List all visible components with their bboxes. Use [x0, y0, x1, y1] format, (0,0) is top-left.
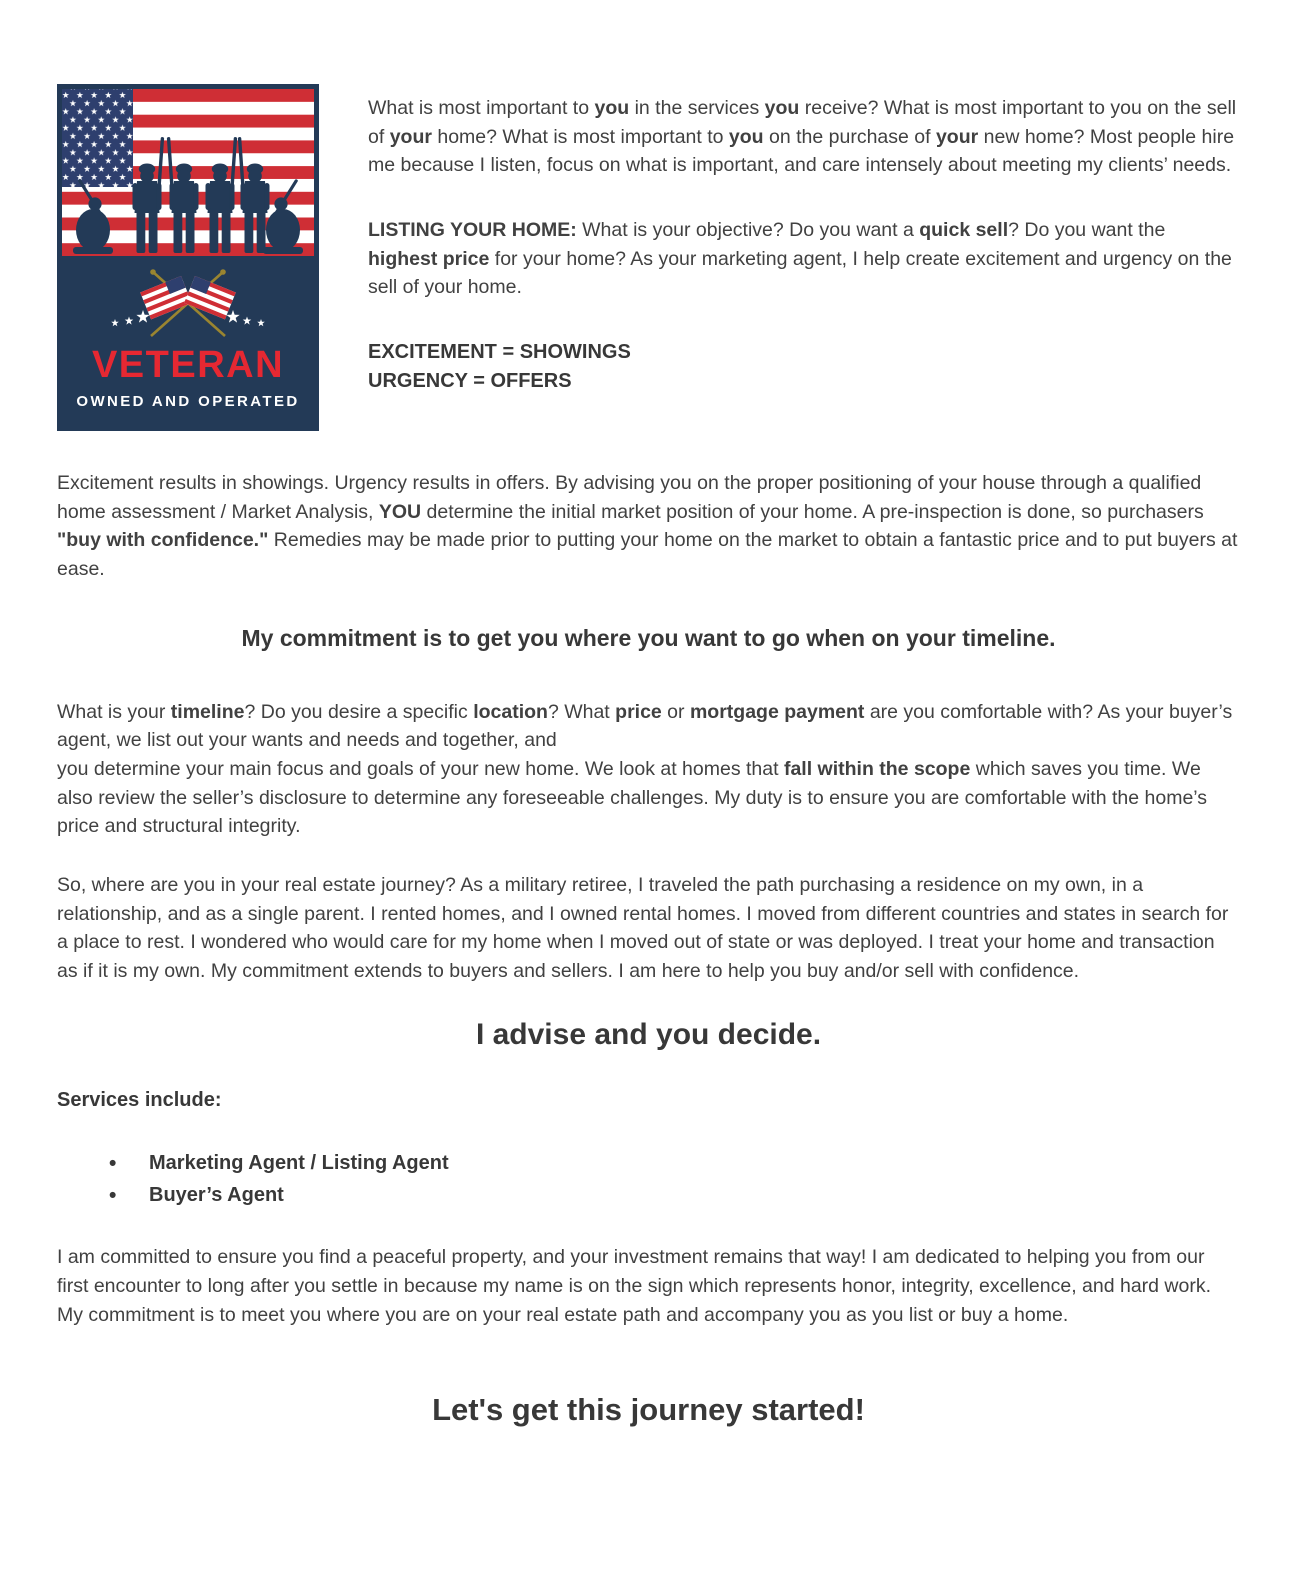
list-item: • Buyer’s Agent [109, 1180, 1240, 1212]
timeline-paragraph: What is your timeline? Do you desire a specific location? What price or mortgage payment are you comfortable with? As your buyer’s agent, we list out your wants and needs and together, and you determine your main focus and goals of your new home. We look at homes that fall within the scope which saves you time. We also review the seller’s disclosure to determine any foreseeable challenges. My duty is to ensure you are comfortable with the home’s price and structural integrity. [57, 700, 1233, 838]
veteran-badge-image [57, 84, 319, 431]
services-list [57, 1148, 1240, 1211]
list-item: • Marketing Agent / Listing Agent [109, 1148, 1240, 1180]
intro-paragraph: What is most important to you in the services you receive? What is most important to you on the sell of your home? What is most important to you on the purchase of your new home? Most people hire me because I listen, focus on what is important, and care intensely about meeting my clients’ needs. [368, 97, 1237, 177]
equations-block [368, 338, 1240, 396]
journey-paragraph: So, where are you in your real estate journey? As a military retiree, I traveled the path purchasing a residence on my own, in a relationship, and as a single parent. I rented homes, and I owned rental homes. I moved from different countries and states in search for a place to rest. I wondered who would care for my home when I moved out of state or was deployed. I treat your home and transaction as if it is my own. My commitment extends to buyers and sellers. I am here to help you buy and/or sell with confidence. [57, 874, 1229, 983]
positioning-paragraph: Excitement results in showings. Urgency results in offers. By advising you on the proper positioning of your house through a qualified home assessment / Market Analysis, YOU determine the initial market position of your home. A pre-inspection is done, so purchasers "buy with confidence." Remedies may be made prior to putting your home on the market to obtain a fantastic price and to put buyers at ease. [57, 472, 1238, 580]
veteran-badge-graphic [57, 84, 319, 431]
top-section [57, 84, 1240, 431]
services-label: Services include: [57, 1089, 222, 1112]
listing-paragraph: LISTING YOUR HOME: What is your objective? Do you want a quick sell? Do you want the highest price for your home? As your marketing agent, I help create excitement and urgency on the sell of your home. [368, 218, 1232, 299]
urgency-line: URGENCY = OFFERS [368, 369, 572, 392]
owned-operated-label: OWNED AND OPERATED [76, 393, 300, 410]
excitement-line: EXCITEMENT = SHOWINGS [368, 340, 631, 363]
veteran-label: VETERAN [91, 344, 285, 386]
advise-heading: I advise and you decide. [475, 1017, 822, 1051]
intro-column [368, 84, 1240, 396]
committed-paragraph: I am committed to ensure you find a peaceful property, and your investment remains that way! I am dedicated to helping you from our first encounter to long after you settle in because my name is on the sign which represents honor, integrity, excellence, and hard work. My commitment is to meet you where you are on your real estate path and accompany you as you list or buy a home. [57, 1246, 1212, 1326]
commitment-heading: My commitment is to get you where you want to go when on your timeline. [241, 624, 1056, 651]
journey-heading: Let's get this journey started! [432, 1392, 865, 1428]
